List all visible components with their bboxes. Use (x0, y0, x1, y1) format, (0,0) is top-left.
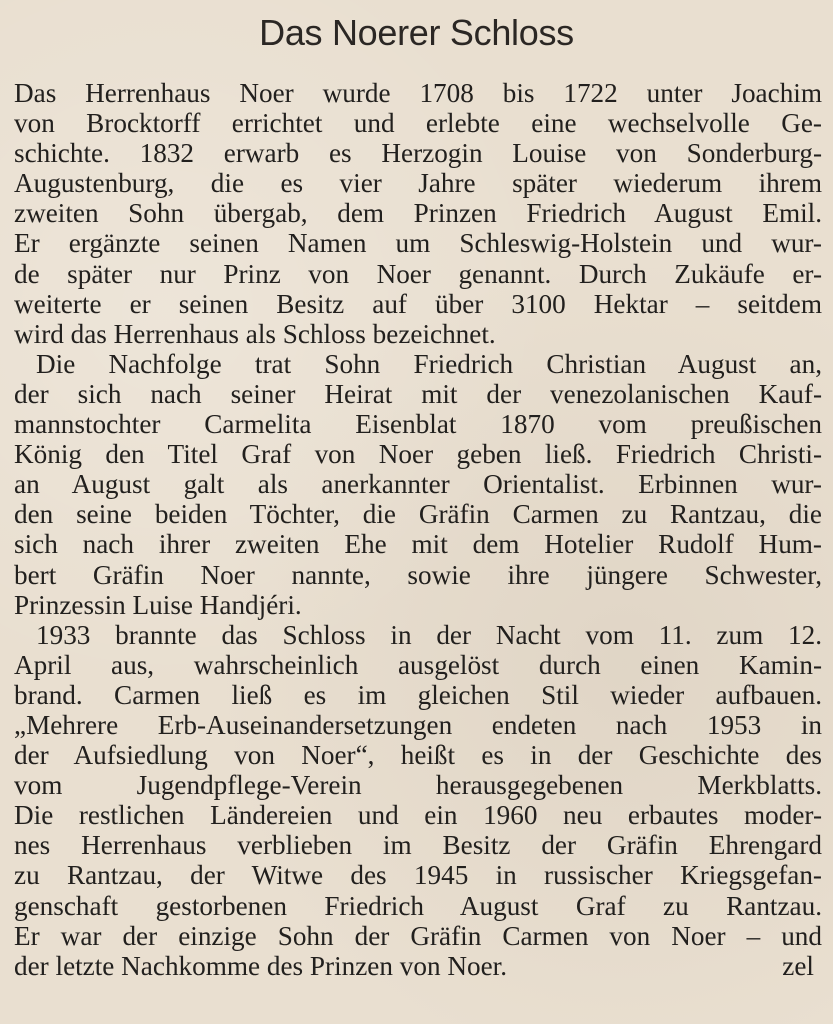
text-line: April aus, wahrscheinlich ausgelöst durch einen Kamin- (14, 649, 822, 680)
text-line: an August galt als anerkannter Orientalist. Erbinnen wur- (14, 469, 822, 500)
text-line: zu Rantzau, der Witwe des 1945 in russischer Kriegsgefan- (14, 860, 822, 891)
text-line: der Aufsiedlung von Noer“, heißt es in der Geschichte des (14, 740, 822, 771)
final-line-with-signature (14, 951, 822, 981)
text-line: zweiten Sohn übergab, dem Prinzen Friedrich August Emil. (14, 198, 822, 229)
paragraph-start-line: Die Nachfolge trat Sohn Friedrich Christian August an, (36, 348, 822, 379)
text-line: nes Herrenhaus verblieben im Besitz der Gräfin Ehrengard (14, 830, 822, 861)
text-line: Augustenburg, die es vier Jahre später wiederum ihrem (14, 168, 822, 199)
text-line: weiterte er seinen Besitz auf über 3100 Hektar – seitdem (14, 288, 822, 319)
paragraph-end-line: wird das Herrenhaus als Schloss bezeichnet. (14, 318, 496, 349)
text-line: der sich nach seiner Heirat mit der venezolanischen Kauf- (14, 378, 822, 409)
text-line: Die restlichen Ländereien und ein 1960 neu erbautes moder- (14, 800, 822, 831)
text-line: Er war der einzige Sohn der Gräfin Carmen von Noer – und (14, 920, 822, 951)
text-line: bert Gräfin Noer nannte, sowie ihre jüngere Schwester, (14, 559, 822, 590)
paragraph-end-line: Prinzessin Luise Handjéri. (14, 589, 302, 620)
article-body (14, 78, 822, 981)
text-line: genschaft gestorbenen Friedrich August Graf zu Rantzau. (14, 890, 822, 921)
text-line: von Brocktorff errichtet und erlebte eine wechselvolle Ge- (14, 108, 822, 139)
paragraph-start-line: 1933 brannte das Schloss in der Nacht vom 11. zum 12. (36, 619, 822, 650)
text-line: de später nur Prinz von Noer genannt. Durch Zukäufe er- (14, 258, 822, 289)
text-line: sich nach ihrer zweiten Ehe mit dem Hotelier Rudolf Hum- (14, 529, 822, 560)
text-line: „Mehrere Erb-Auseinandersetzungen endeten nach 1953 in (14, 709, 822, 740)
text-line: Er ergänzte seinen Namen um Schleswig-Holstein und wur- (14, 228, 822, 259)
text-line: schichte. 1832 erwarb es Herzogin Louise von Sonderburg- (14, 138, 822, 169)
text-line: mannstochter Carmelita Eisenblat 1870 vom preußischen (14, 409, 822, 440)
closing-text: der letzte Nachkomme des Prinzen von Noer. (14, 950, 507, 981)
text-line: brand. Carmen ließ es im gleichen Stil wieder aufbauen. (14, 679, 822, 710)
text-line: König den Titel Graf von Noer geben ließ. Friedrich Christi- (14, 439, 822, 470)
text-line: vom Jugendpflege-Verein herausgegebenen Merkblatts. (14, 770, 822, 801)
text-line: den seine beiden Töchter, die Gräfin Carmen zu Rantzau, die (14, 499, 822, 530)
article-title: Das Noerer Schloss (259, 12, 574, 53)
author-signature: zel (782, 950, 814, 981)
text-line: Das Herrenhaus Noer wurde 1708 bis 1722 unter Joachim (14, 78, 822, 108)
